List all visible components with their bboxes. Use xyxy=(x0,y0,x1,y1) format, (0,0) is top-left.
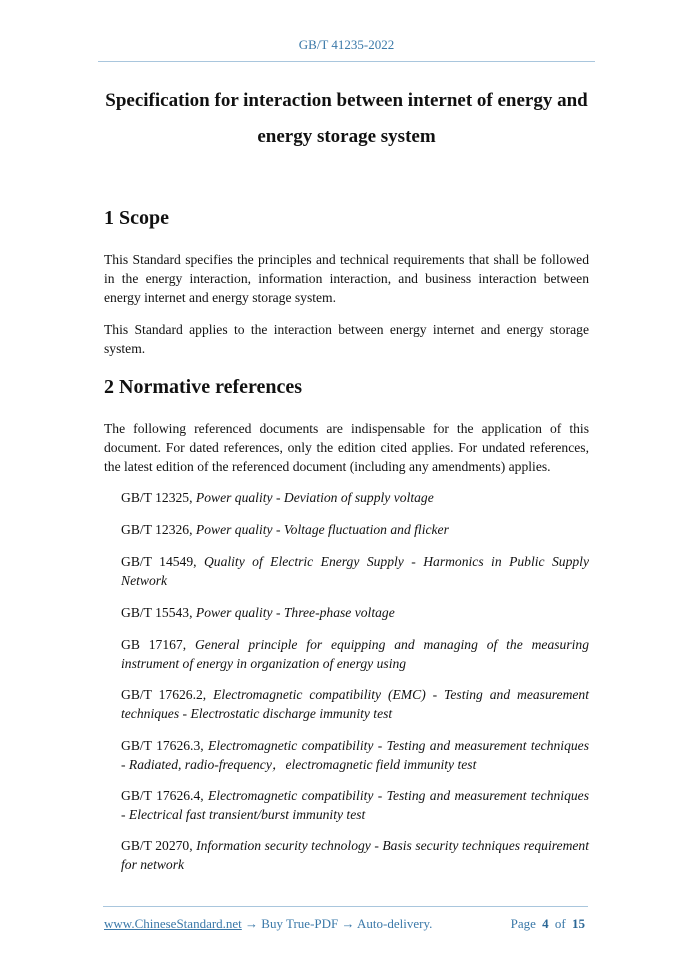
reference-title: Power quality - Voltage fluctuation and flicker xyxy=(195,522,449,537)
header-divider xyxy=(98,61,595,62)
reference-item xyxy=(121,836,589,874)
reference-code: GB/T 17626.3, xyxy=(121,738,208,753)
reference-item xyxy=(121,488,589,507)
normative-references-heading: 2 Normative references xyxy=(104,376,303,398)
reference-code: GB/T 17626.2, xyxy=(121,687,214,702)
document-title-line-1: Specification for interaction between internet of energy and xyxy=(105,90,588,111)
scope-heading: 1 Scope xyxy=(104,207,169,229)
page-label: Page xyxy=(510,916,536,931)
scope-paragraph-2: This Standard applies to the interaction between energy internet and energy storage system. xyxy=(104,322,589,356)
current-page-number: 4 xyxy=(542,916,549,931)
normative-references-section xyxy=(104,376,589,399)
scope-section xyxy=(104,207,589,230)
reference-title: Electromagnetic compatibility (EMC) - Testing and measurement techniques - Electrostatic discharge immunity test xyxy=(121,687,590,721)
of-label: of xyxy=(554,916,566,931)
reference-title: Electromagnetic compatibility - Testing and measurement techniques - Radiated, radio-frequency，electromagnetic field immunity test xyxy=(121,738,589,772)
reference-item xyxy=(121,603,589,622)
scope-paragraph-2-wrap xyxy=(104,320,589,358)
document-title xyxy=(100,83,593,155)
chinesestandard-link[interactable]: www.ChineseStandard.net xyxy=(104,916,242,931)
reference-title: Electromagnetic compatibility - Testing and measurement techniques - Electrical fast transient/burst immunity test xyxy=(121,788,589,822)
normative-references-intro: The following referenced documents are indispensable for the application of this document. For dated references, only the edition cited applies. For undated references, the latest edition of the referenced document (including any amendments) applies. xyxy=(104,421,589,474)
reference-code: GB/T 12325, xyxy=(121,490,196,505)
standard-code-header: GB/T 41235-2022 xyxy=(298,37,395,52)
document-title-line-2: energy storage system xyxy=(257,126,436,147)
arrow-right-icon: → xyxy=(245,916,259,931)
reference-code: GB/T 17626.4, xyxy=(121,788,208,803)
normative-references-intro-wrap xyxy=(104,419,589,476)
reference-code: GB/T 20270, xyxy=(121,838,197,853)
reference-item xyxy=(121,520,589,539)
reference-title: General principle for equipping and managing of the measuring instrument of energy in organization of energy using xyxy=(121,637,589,671)
reference-item xyxy=(121,685,589,723)
reference-item xyxy=(121,736,589,774)
arrow-right-icon: → xyxy=(341,916,355,931)
total-pages-number: 15 xyxy=(572,916,585,931)
reference-code: GB/T 15543, xyxy=(121,605,196,620)
reference-title: Power quality - Three-phase voltage xyxy=(195,605,395,620)
reference-code: GB/T 14549, xyxy=(121,554,204,569)
page-indicator xyxy=(511,916,585,932)
reference-title: Power quality - Deviation of supply voltage xyxy=(195,490,434,505)
reference-title: Information security technology - Basis security techniques requirement for network xyxy=(121,838,589,872)
auto-delivery-text: Auto-delivery. xyxy=(357,916,433,931)
reference-item xyxy=(121,552,589,590)
footer-divider xyxy=(103,906,588,907)
reference-title: Quality of Electric Energy Supply - Harmonics in Public Supply Network xyxy=(121,554,589,588)
buy-true-pdf-text: Buy True-PDF xyxy=(261,916,339,931)
footer-promo xyxy=(104,916,432,932)
reference-code: GB 17167, xyxy=(121,637,195,652)
reference-item xyxy=(121,635,589,673)
reference-item xyxy=(121,786,589,824)
scope-paragraph-1-wrap xyxy=(104,250,589,307)
reference-code: GB/T 12326, xyxy=(121,522,196,537)
scope-paragraph-1: This Standard specifies the principles and technical requirements that shall be followed in the energy interaction, information interaction, and business interaction between energy internet and energy storage system. xyxy=(104,252,589,305)
